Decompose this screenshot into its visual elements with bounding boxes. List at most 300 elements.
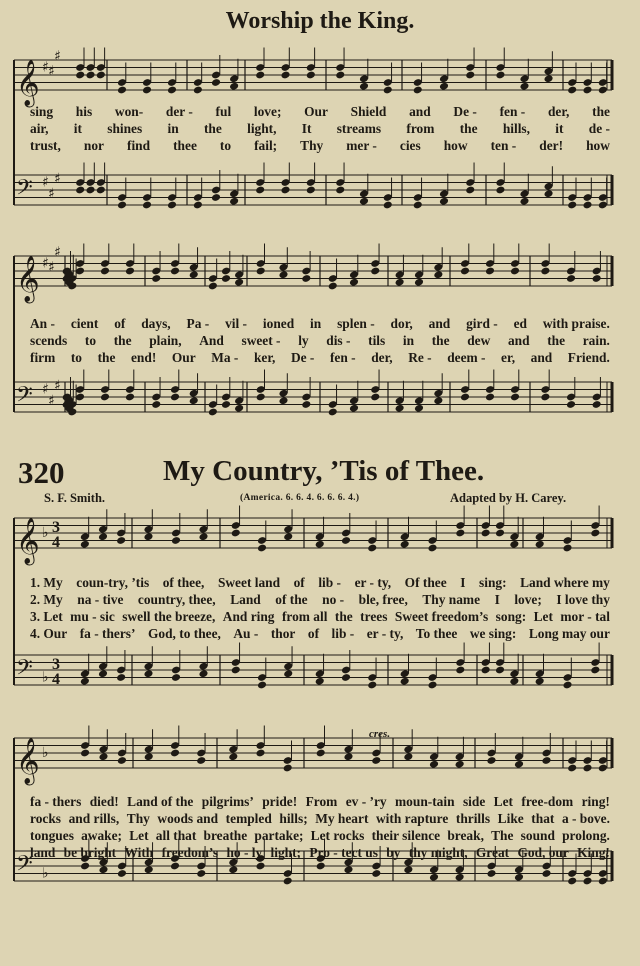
lyric-syllable: free-dom [521,794,574,809]
note-head [510,393,520,402]
note-head [535,677,545,686]
lyric-syllable: templed [225,811,272,826]
lyric-syllable: days, [141,316,171,331]
lyric-syllable: side [462,794,486,809]
note-head [167,86,177,95]
lyric-syllable: thor [270,626,296,641]
lyric-line [30,793,610,810]
note-head [125,267,135,276]
lyric-syllable: der, [547,104,570,119]
lyric-syllable: prolong. [562,828,610,843]
lyric-syllable: freedom’s [161,845,219,860]
lyric-syllable: their silence [371,828,441,843]
note-head [427,681,437,690]
lyric-syllable: fen - [329,350,356,365]
lyric-syllable: we sing: [469,626,517,641]
note-head [395,404,405,413]
note-head [198,532,208,541]
lyric-syllable: firm [30,350,56,365]
lyric-syllable: sweet - [241,333,281,348]
lyric-syllable: ev - ’ry [345,794,387,809]
note-head [465,186,475,195]
sharp-sign: ♯ [48,259,55,276]
lyric-syllable: trust, [30,138,61,153]
lyric-syllable: of [307,626,320,641]
note-head [171,673,181,682]
lyric-syllable: sing: [479,575,507,590]
note-head [582,764,592,773]
lyric-syllable: The [491,828,514,843]
note-head [257,681,267,690]
lyric-syllable: ed [513,316,528,331]
note-head [427,544,437,553]
lyric-syllable: won- [114,104,144,119]
lyric-syllable: with rapture [375,811,449,826]
note-head [231,666,241,675]
lyric-syllable: the [334,609,353,624]
note-head [144,752,154,761]
flat-sign: ♭ [42,669,49,686]
note-head [414,278,424,287]
lyric-syllable: land [30,845,56,860]
note-head [343,752,353,761]
lyric-syllable: Let [533,609,553,624]
note-head [590,666,600,675]
note-head [328,408,338,417]
lyric-syllable: partake; [254,828,304,843]
lyric-syllable: hills; [279,811,308,826]
note-head [234,404,244,413]
lyric-syllable: 2. My [30,592,63,607]
hymn-system2-lyrics [30,793,610,861]
lyric-syllable: dew [467,333,491,348]
note-head [116,673,126,682]
note-head [509,540,519,549]
note-head [455,529,465,538]
lyric-syllable: be bright [63,845,117,860]
note-head [143,532,153,541]
note-head [598,764,608,773]
note-head [544,74,554,83]
lyric-syllable: streams [336,121,382,136]
lyric-syllable: Shield [350,104,387,119]
lyric-syllable: King! [577,845,610,860]
note-head [509,677,519,686]
note-head [371,869,381,878]
note-head [196,869,206,878]
lyric-syllable: from [406,121,435,136]
treble-clef: 𝄞 [16,60,40,106]
lyric-syllable: vil - [225,316,248,331]
note-head [582,201,592,210]
time-signature-bottom: 4 [52,534,60,551]
lyric-syllable: cient [70,316,99,331]
note-head [80,540,90,549]
note-head [208,282,218,291]
lyric-syllable: break, [447,828,484,843]
note-head [592,400,602,409]
note-head [341,673,351,682]
lyric-syllable: no - [322,592,345,607]
note-head [170,267,180,276]
lyric-syllable: Ma - [211,350,239,365]
note-head [460,267,470,276]
treble-clef: 𝄞 [16,738,40,784]
lyric-syllable: ring! [581,794,610,809]
note-head [413,201,423,210]
note-head [414,404,424,413]
lyric-syllable: by [386,845,401,860]
lyric-syllable: Land where my [520,575,610,590]
lyric-syllable: dor, [390,316,413,331]
lyric-syllable: thrills [455,811,491,826]
lyric-syllable: country, thee, [137,592,216,607]
lyric-syllable: I love thy [556,592,610,607]
note-head [208,408,218,417]
note-head [567,86,577,95]
lyric-syllable: fen - [499,104,526,119]
lyric-line [30,608,610,625]
lyric-syllable: Our [304,104,328,119]
lyric-syllable: sound [520,828,555,843]
lyric-syllable: And [199,333,224,348]
lyric-syllable: woods and [157,811,219,826]
lyric-syllable: how [586,138,610,153]
note-head [495,71,505,80]
note-head [170,749,180,758]
lyric-line [30,120,610,137]
note-head [283,532,293,541]
lyric-syllable: My heart [315,811,369,826]
lyric-line [30,810,610,827]
note-head [433,396,443,405]
note-head [301,274,311,283]
note-head [280,71,290,80]
lyric-syllable: lib - [318,575,342,590]
tune-meter: (America. 6. 6. 4. 6. 6. 6. 4.) [240,493,360,503]
note-head [193,201,203,210]
note-head [170,862,180,871]
note-head [567,201,577,210]
lyric-syllable: a - bove. [561,811,610,826]
lyric-syllable: de - [588,121,610,136]
note-head [228,865,238,874]
sharp-sign: ♯ [42,255,49,272]
lyric-line [30,625,610,642]
sharp-sign: ♯ [48,63,55,80]
lyric-syllable: to [70,350,82,365]
note-head [117,869,127,878]
lyric-syllable: awake; [81,828,123,843]
note-head [433,270,443,279]
note-head [370,267,380,276]
note-head [460,393,470,402]
sharp-sign: ♯ [42,381,49,398]
note-head [582,86,592,95]
lyric-syllable: splen - [337,316,375,331]
lyric-syllable: the [97,350,116,365]
lyric-syllable: tils [368,333,386,348]
note-head [151,400,161,409]
lyric-syllable: find [127,138,151,153]
note-head [566,400,576,409]
note-head [80,677,90,686]
time-signature-top: 3 [52,656,60,673]
note-head [598,201,608,210]
lyric-syllable: With [124,845,154,860]
lyric-syllable: der - [165,104,193,119]
lyric-syllable: breathe [203,828,248,843]
lyric-syllable: and [409,104,431,119]
lyric-syllable: light; [270,845,302,860]
note-head [371,756,381,765]
note-head [75,71,85,80]
note-head [231,529,241,538]
note-head [80,862,90,871]
lyric-syllable: ioned [262,316,295,331]
lyric-syllable: Friend. [567,350,610,365]
note-head [142,201,152,210]
note-head [439,82,449,91]
top-hymn-title: Worship the King. [225,8,415,34]
note-head [403,865,413,874]
note-head [229,197,239,206]
lyric-syllable: lib - [331,626,355,641]
lyric-line [30,103,610,120]
lyric-syllable: the [547,333,566,348]
lyric-syllable: pride! [262,794,298,809]
note-head [189,396,199,405]
sharp-sign: ♯ [42,59,49,76]
note-head [343,865,353,874]
lyric-syllable: rain. [582,333,610,348]
sharp-sign: ♯ [48,185,55,202]
note-head [328,282,338,291]
note-head [116,536,126,545]
lyric-syllable: fa - thers’ [79,626,136,641]
note-head [349,278,359,287]
note-head [98,752,108,761]
note-head [592,274,602,283]
note-head [315,677,325,686]
top-system1-lyrics [30,103,610,154]
lyric-syllable: I [460,575,466,590]
lyric-syllable: er - ty, [354,575,392,590]
lyric-syllable: er - ty, [366,626,404,641]
lyric-syllable: fail; [254,138,278,153]
bass-clef: 𝄢 [16,851,33,882]
lyric-syllable: er, [501,350,516,365]
note-head [283,877,293,886]
lyric-syllable: Pro - tect us [309,845,378,860]
lyric-syllable: An - [30,316,55,331]
flat-sign: ♭ [42,525,49,541]
crescendo-mark: cres. [369,728,391,740]
note-head [198,669,208,678]
note-head [221,400,231,409]
note-head [495,529,505,538]
sharp-sign: ♯ [54,244,61,261]
lyric-syllable: Let rocks [310,828,365,843]
bass-clef: 𝄢 [16,175,33,206]
note-head [400,540,410,549]
note-head [170,393,180,402]
lyric-syllable: Thy [126,811,150,826]
sharp-sign: ♯ [54,170,61,187]
lyric-syllable: Sweet land [217,575,281,590]
lyric-syllable: 3. Let [30,609,63,624]
lyric-syllable: mor - tal [560,609,610,624]
sharp-sign: ♯ [42,174,49,191]
lyric-syllable: God, our [517,845,569,860]
lyric-syllable: light, [247,121,277,136]
note-head [598,877,608,886]
note-head [301,400,311,409]
lyric-syllable: and [507,333,530,348]
hymn-title: My Country, ’Tis of Thee. [163,455,485,487]
note-head [400,677,410,686]
lyric-line [30,591,610,608]
lyric-syllable: ful [215,104,232,119]
note-head [485,267,495,276]
lyric-syllable: Long may our [528,626,610,641]
note-head [481,529,491,538]
note-head [75,186,85,195]
lyric-syllable: the [431,333,450,348]
lyric-syllable: thee [173,138,197,153]
note-head [335,71,345,80]
lyric-syllable: and [428,316,451,331]
lyric-line [30,137,610,154]
lyric-syllable: the [592,104,610,119]
note-head [544,189,554,198]
note-head [306,71,316,80]
note-head [167,201,177,210]
note-head [257,544,267,553]
lyric-syllable: how [443,138,468,153]
note-head [96,71,106,80]
lyric-syllable: deem - [447,350,486,365]
note-head [255,862,265,871]
lyric-syllable: of [114,316,126,331]
lyric-syllable: ker, [253,350,276,365]
lyric-line [30,844,610,861]
lyric-syllable: in [310,316,322,331]
bass-clef: 𝄢 [16,655,33,686]
note-head [341,536,351,545]
note-head [566,274,576,283]
note-head [486,756,496,765]
time-signature-top: 3 [52,519,60,536]
bass-clef: 𝄢 [16,382,33,413]
note-head [151,274,161,283]
note-head [85,71,95,80]
note-head [349,404,359,413]
lyric-syllable: ble, free, [358,592,408,607]
lyric-syllable: thy might, [408,845,468,860]
note-head [221,274,231,283]
note-head [359,82,369,91]
lyric-syllable: God, to thee, [147,626,221,641]
lyric-syllable: in [167,121,179,136]
note-head [370,393,380,402]
note-head [144,865,154,874]
lyric-syllable: from all [281,609,328,624]
lyric-syllable: end! [130,350,157,365]
lyric-syllable: love; [253,104,282,119]
note-head [255,186,265,195]
lyric-syllable: of thee, [162,575,205,590]
treble-clef: 𝄞 [16,256,40,302]
note-head [541,756,551,765]
sharp-sign: ♯ [48,392,55,409]
note-head [383,201,393,210]
note-head [567,877,577,886]
note-head [540,267,550,276]
lyric-syllable: died! [89,794,119,809]
note-head [582,877,592,886]
lyric-syllable: Great [475,845,510,860]
lyric-syllable: ly [298,333,309,348]
note-head [211,193,221,202]
lyric-syllable: It [301,121,312,136]
lyric-syllable: air, [30,121,49,136]
lyric-syllable: in [402,333,415,348]
lyric-line [30,349,610,366]
lyric-syllable: I [494,592,500,607]
note-head [383,86,393,95]
lyric-syllable: na - tive [77,592,124,607]
note-head [535,540,545,549]
note-head [125,393,135,402]
top-system2-lyrics [30,315,610,366]
lyric-syllable: Au - [233,626,259,641]
note-head [367,681,377,690]
note-head [96,186,106,195]
note-head [280,186,290,195]
note-head [567,764,577,773]
note-head [193,86,203,95]
flat-sign: ♭ [42,865,49,882]
note-head [278,396,288,405]
lyric-syllable: Of thee [404,575,447,590]
note-head [541,869,551,878]
lyric-syllable: trees [360,609,388,624]
lyric-syllable: Land [230,592,261,607]
lyric-syllable: all that [155,828,197,843]
note-head [80,749,90,758]
lyric-syllable: his [75,104,93,119]
lyric-syllable: Thy [300,138,324,153]
note-head [495,666,505,675]
note-head [403,752,413,761]
lyric-syllable: rocks [30,811,61,826]
note-head [117,201,127,210]
composer-credit: Adapted by H. Carey. [450,491,567,505]
note-head [429,760,439,769]
note-head [465,71,475,80]
lyric-line [30,827,610,844]
lyric-syllable: Pa - [186,316,210,331]
lyric-syllable: To thee [415,626,458,641]
note-head [306,186,316,195]
lyric-syllable: to [219,138,232,153]
lyric-syllable: moun-tain [395,794,455,809]
lyric-syllable: with praise. [542,316,610,331]
lyric-syllable: sing [30,104,54,119]
note-head [455,666,465,675]
note-head [196,756,206,765]
